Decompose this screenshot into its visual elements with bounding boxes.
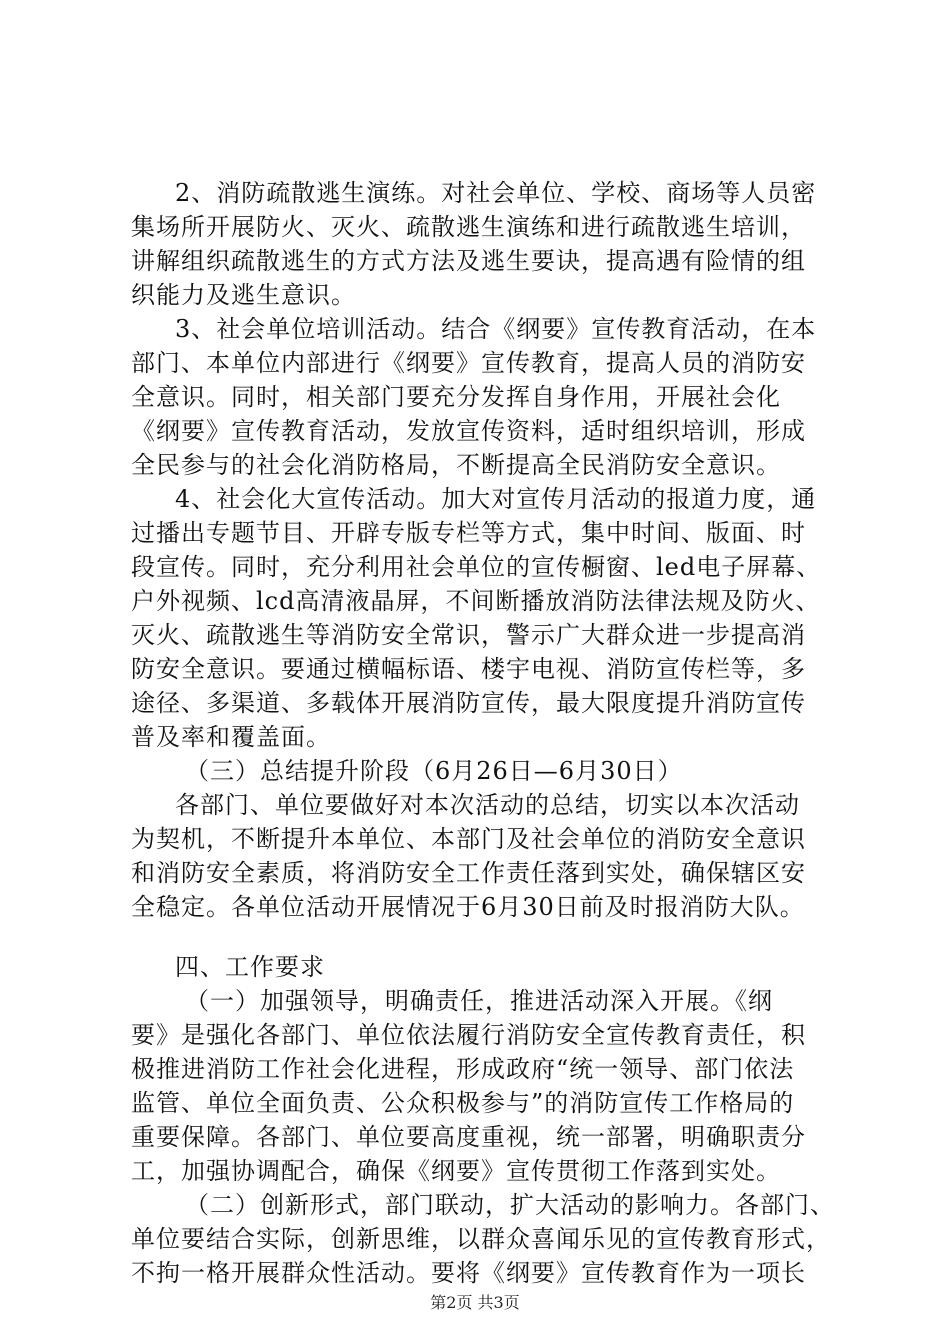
paragraph-line: 工，加强协调配合，确保《纲要》宣传贯彻工作落到实处。 (131, 1157, 781, 1185)
paragraph-line: 各部门、单位要做好对本次活动的总结，切实以本次活动 (175, 791, 800, 819)
section-heading: （三）总结提升阶段（6月26日—6月30日） (185, 757, 683, 785)
paragraph-line: 极推进消防工作社会化进程，形成政府“统一领导、部门依法 (131, 1055, 795, 1083)
paragraph-line: 全意识。同时，相关部门要充分发挥自身作用，开展社会化 (131, 383, 781, 411)
paragraph-line: 不拘一格开展群众性活动。要将《纲要》宣传教育作为一项长 (131, 1259, 806, 1287)
paragraph-line: 监管、单位全面负责、公众积极参与”的消防宣传工作格局的 (131, 1089, 795, 1117)
paragraph-line: 部门、本单位内部进行《纲要》宣传教育，提高人员的消防安 (131, 349, 806, 377)
section-heading: 四、工作要求 (175, 953, 325, 981)
paragraph-line: 单位要结合实际，创新思维，以群众喜闻乐见的宣传教育形式， (131, 1225, 831, 1253)
paragraph-line: 要》是强化各部门、单位依法履行消防安全宣传教育责任，积 (131, 1021, 806, 1049)
paragraph-line: 普及率和覆盖面。 (131, 723, 331, 751)
paragraph-line: 防安全意识。要通过横幅标语、楼宇电视、消防宣传栏等，多 (131, 655, 806, 683)
paragraph-line: 和消防安全素质，将消防安全工作责任落到实处，确保辖区安 (131, 859, 806, 887)
paragraph-line: 3、社会单位培训活动。结合《纲要》宣传教育活动，在本 (175, 315, 817, 343)
paragraph-line: 集场所开展防火、灭火、疏散逃生演练和进行疏散逃生培训， (131, 213, 806, 241)
paragraph-line: 讲解组织疏散逃生的方式方法及逃生要诀，提高遇有险情的组 (131, 247, 806, 275)
paragraph-line: 全稳定。各单位活动开展情况于6月30日前及时报消防大队。 (131, 893, 805, 921)
paragraph-line: 户外视频、lcd高清液晶屏，不间断播放消防法律法规及防火、 (131, 587, 821, 615)
page-footer: 第2页 共3页 (430, 1293, 520, 1312)
paragraph-line: 《纲要》宣传教育活动，发放宣传资料，适时组织培训，形成 (131, 417, 806, 445)
paragraph-line: 重要保障。各部门、单位要高度重视，统一部署，明确职责分 (131, 1123, 806, 1151)
paragraph-line: 过播出专题节目、开辟专版专栏等方式，集中时间、版面、时 (131, 519, 806, 547)
paragraph-line: 全民参与的社会化消防格局，不断提高全民消防安全意识。 (131, 451, 781, 479)
paragraph-line: 2、消防疏散逃生演练。对社会单位、学校、商场等人员密 (175, 179, 817, 207)
paragraph-line: 段宣传。同时，充分利用社会单位的宣传橱窗、led电子屏幕、 (131, 553, 822, 581)
paragraph-line: 织能力及逃生意识。 (131, 281, 356, 309)
paragraph-line: 途径、多渠道、多载体开展消防宣传，最大限度提升消防宣传 (131, 689, 806, 717)
paragraph-line: 灭火、疏散逃生等消防安全常识，警示广大群众进一步提高消 (131, 621, 806, 649)
paragraph-line: （二）创新形式，部门联动，扩大活动的影响力。各部门、 (185, 1191, 835, 1219)
paragraph-line: （一）加强领导，明确责任，推进活动深入开展。《纲 (185, 987, 773, 1015)
paragraph-line: 4、社会化大宣传活动。加大对宣传月活动的报道力度，通 (175, 485, 817, 513)
paragraph-line: 为契机，不断提升本单位、本部门及社会单位的消防安全意识 (131, 825, 806, 853)
